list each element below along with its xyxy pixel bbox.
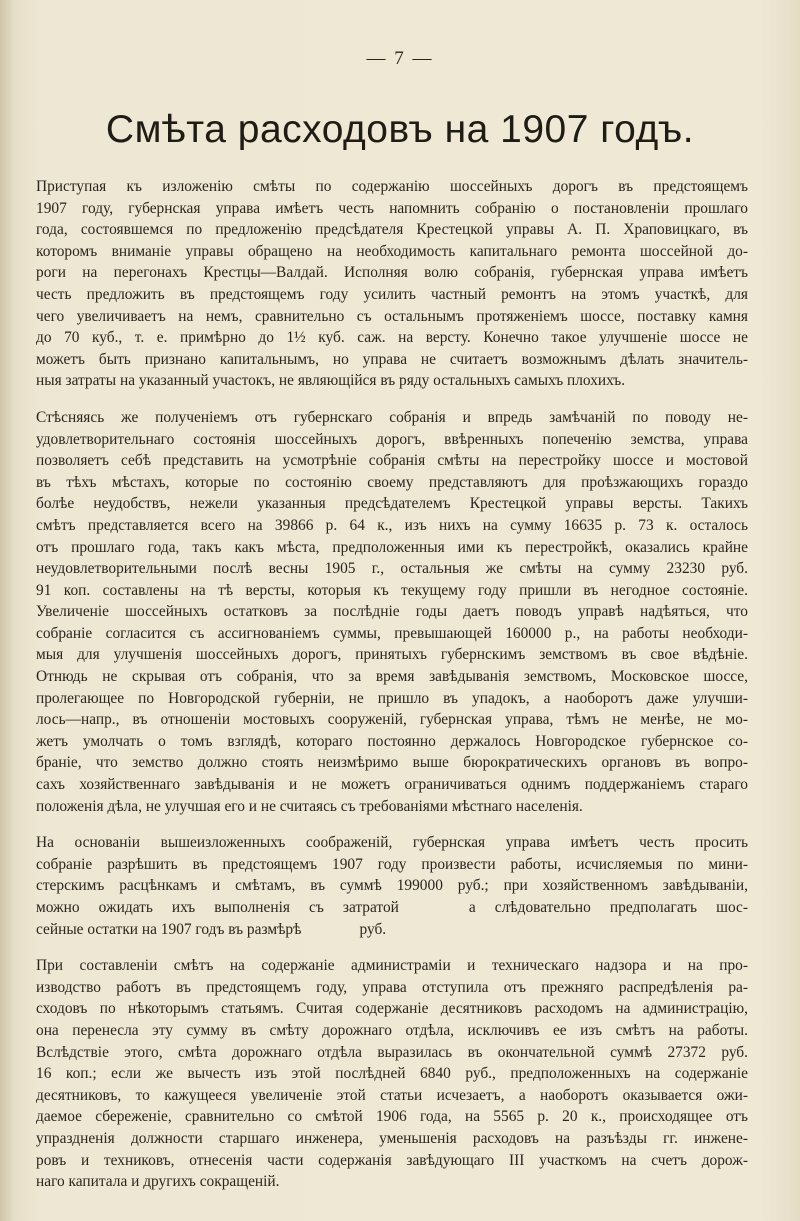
- text-line: ныя затраты на указанный участокъ, не являющійся въ ряду остальныхъ самыхъ плохихъ.: [36, 372, 626, 390]
- text-line: позволяетъ себѣ представить на усмотрѣніе собранія смѣты на перестройку шоссе и мостовой: [36, 452, 748, 470]
- text-line: болѣе неудобствъ, нежели указанныя предсѣдателемъ Крестецкой управы версты. Такихъ: [36, 495, 748, 513]
- text-line: десятниковъ, то кажущееся увеличеніе этой статьи исчезаетъ, а наоборотъ оказывается ожи-: [36, 1086, 748, 1104]
- text-line: мыя для улучшенія шоссейныхъ дорогъ, принятыхъ губернскимъ земствомъ въ свое вѣдѣніе.: [36, 646, 748, 664]
- text-line: браніе, что земство должно стоять неизмѣримо выше бюрократическихъ органовъ въ вопро-: [36, 754, 748, 772]
- text-line: упраздненія должности старшаго инженера, уменьшенія расходовъ на разъѣзды гг. инжене-: [36, 1129, 748, 1147]
- text-line: жетъ умолчать о томъ взглядѣ, котораго постоянно держалось Новгородское губернское со-: [36, 732, 748, 750]
- text-line: 1907 году, губернская управа имѣетъ честь напомнить собранію о постановленіи прошлаго: [36, 199, 748, 217]
- page-title: Смѣта расходовъ на 1907 годъ.: [105, 108, 695, 151]
- text-line: неудовлетворительными послѣ весны 1905 г., остальныя же смѣты на сумму 23230 руб.: [36, 560, 748, 578]
- text-line: роги на перегонахъ Крестцы—Валдай. Исполняя волю собранія, губернская управа имѣетъ: [36, 264, 748, 282]
- text-line: собраніе согласится съ ассигнованіемъ суммы, превышающей 160000 р., на работы необходи-: [36, 624, 748, 642]
- text-line: честь предложить въ предстоящемъ году усилить частный ремонтъ на этомъ участкѣ, для: [36, 285, 748, 303]
- text-line: лось—напр., въ отношеніи мостовыхъ сооруженій, губернская управа, тѣмъ не менѣе, не мо-: [36, 711, 748, 729]
- paragraph-4: [6, 955, 748, 1193]
- text-line: изводство работъ въ предстоящемъ году, управа отступила отъ прежняго распредѣленія ра-: [36, 978, 748, 996]
- text-line: Приступая къ изложенію смѣты по содержанію шоссейныхъ дорогъ въ предстоящемъ: [36, 178, 748, 195]
- text-line: даемое сбереженіе, сравнительно со смѣтой 1906 года, на 5565 р. 20 к., происходящее отъ: [36, 1108, 748, 1126]
- text-line: года, состоявшемся по предложенію предсѣдателя Крестецкой управы А. П. Храповицкаго, въ: [36, 221, 748, 239]
- text-line: въ тѣхъ мѣстахъ, которые по состоянію своему представляютъ для проѣзжающихъ гораздо: [36, 473, 748, 491]
- text-line: она перенесла эту сумму въ смѣту дорожнаго отдѣла, исключивъ ее изъ смѣтъ на работы.: [36, 1021, 748, 1039]
- text-line: положенія дѣла, не улучшая его и не считаясь съ требованіями мѣстнаго населенія.: [36, 797, 583, 815]
- text-line: до 70 куб., т. е. примѣрно до 1½ куб. саж. на версту. Конечно такое улучшеніе шоссе не: [36, 329, 748, 347]
- text-line: Вслѣдствіе этого, смѣта дорожнаго отдѣла выразилась въ окончательной суммѣ 27372 руб.: [36, 1043, 748, 1061]
- paragraph-3: [6, 832, 748, 940]
- line-fragment: можно ожидать ихъ выполненія съ затратой: [36, 899, 399, 916]
- text-line: Стѣсняясь же полученіемъ отъ губернскаго собранія и впредь замѣчаній по поводу не-: [36, 408, 748, 426]
- text-line: можетъ быть признано капитальнымъ, но управа не считаетъ возможнымъ дѣлать значитель-: [36, 350, 748, 368]
- page-number: — 7 —: [366, 48, 434, 69]
- text-line: смѣтъ представляется всего на 39866 р. 64 к., изъ нихъ на сумму 16635 р. 73 к. осталось: [36, 516, 748, 534]
- text-line: отъ прошлаго года, такъ какъ мѣста, предположенныя ими къ перестройкѣ, оказались крайне: [36, 538, 748, 556]
- line-fragment: руб.: [359, 920, 387, 938]
- text-line: Отнюдь не скрывая отъ собранія, что за время завѣдыванія земствомъ, Московское шоссе,: [36, 668, 748, 686]
- text-line: При составленіи смѣтъ на содержаніе администраміи и техническаго надзора и на про-: [36, 957, 748, 975]
- text-line: которомъ вниманіе управы обращено на необходимость капитальнаго ремонта шоссейной до-: [36, 242, 748, 260]
- text-line: 16 коп.; если же вычесть изъ этой послѣдней 6840 руб., предположенныхъ на содержаніе: [36, 1065, 748, 1083]
- text-line: пролегающее по Новгородской губерніи, не пришло въ упадокъ, а наоборотъ даже улучши-: [36, 689, 748, 707]
- text-line: чего увеличиваетъ на немъ, сравнительно съ остальнымъ протяженіемъ шоссе, поставку камня: [36, 307, 748, 325]
- text-line: На основаніи вышеизложенныхъ соображеній, губернская управа имѣетъ честь просить: [36, 834, 748, 852]
- line-fragment: а слѣдовательно предполагать шос-: [468, 899, 748, 916]
- text-line: Увеличеніе шоссейныхъ остатковъ за послѣдніе годы даетъ поводъ управѣ надѣяться, что: [36, 603, 748, 621]
- text-line: стерскимъ расцѣнкамъ и смѣтамъ, въ суммѣ 199000 руб.; при хозяйственномъ завѣдываніи,: [36, 877, 748, 895]
- line-fragment: сейные остатки на 1907 годъ въ размѣрѣ: [36, 920, 302, 938]
- text-line: удовлетворительнаго состоянія шоссейныхъ дорогъ, ввѣренныхъ попеченію земства, управа: [36, 430, 748, 448]
- paragraph-2: [6, 407, 748, 817]
- text-line-with-blank: [6, 897, 748, 919]
- text-line: сходовъ по нѣкоторымъ статьямъ. Считая содержаніе десятниковъ расходомъ на администрацію,: [36, 1000, 748, 1018]
- paragraph-1: [6, 176, 748, 392]
- text-line: собраніе разрѣшить въ предстоящемъ 1907 году произвести работы, исчисляемыя по мини-: [36, 855, 748, 873]
- text-line: наго капитала и другихъ сокращеній.: [36, 1173, 280, 1191]
- text-line: ровъ и техниковъ, отнесенія части содержанія завѣдующаго III участкомъ на счетъ дорож-: [36, 1151, 748, 1169]
- text-line: 91 коп. составлены на тѣ версты, которыя къ текущему году пришли въ негодное состояніе.: [36, 581, 748, 599]
- document-body: [6, 176, 748, 1208]
- text-line: сахъ хозяйственнаго завѣдыванія и не можетъ ограничиваться однимъ поддержаніемъ стараго: [36, 776, 748, 794]
- text-line-with-blank: [6, 919, 748, 941]
